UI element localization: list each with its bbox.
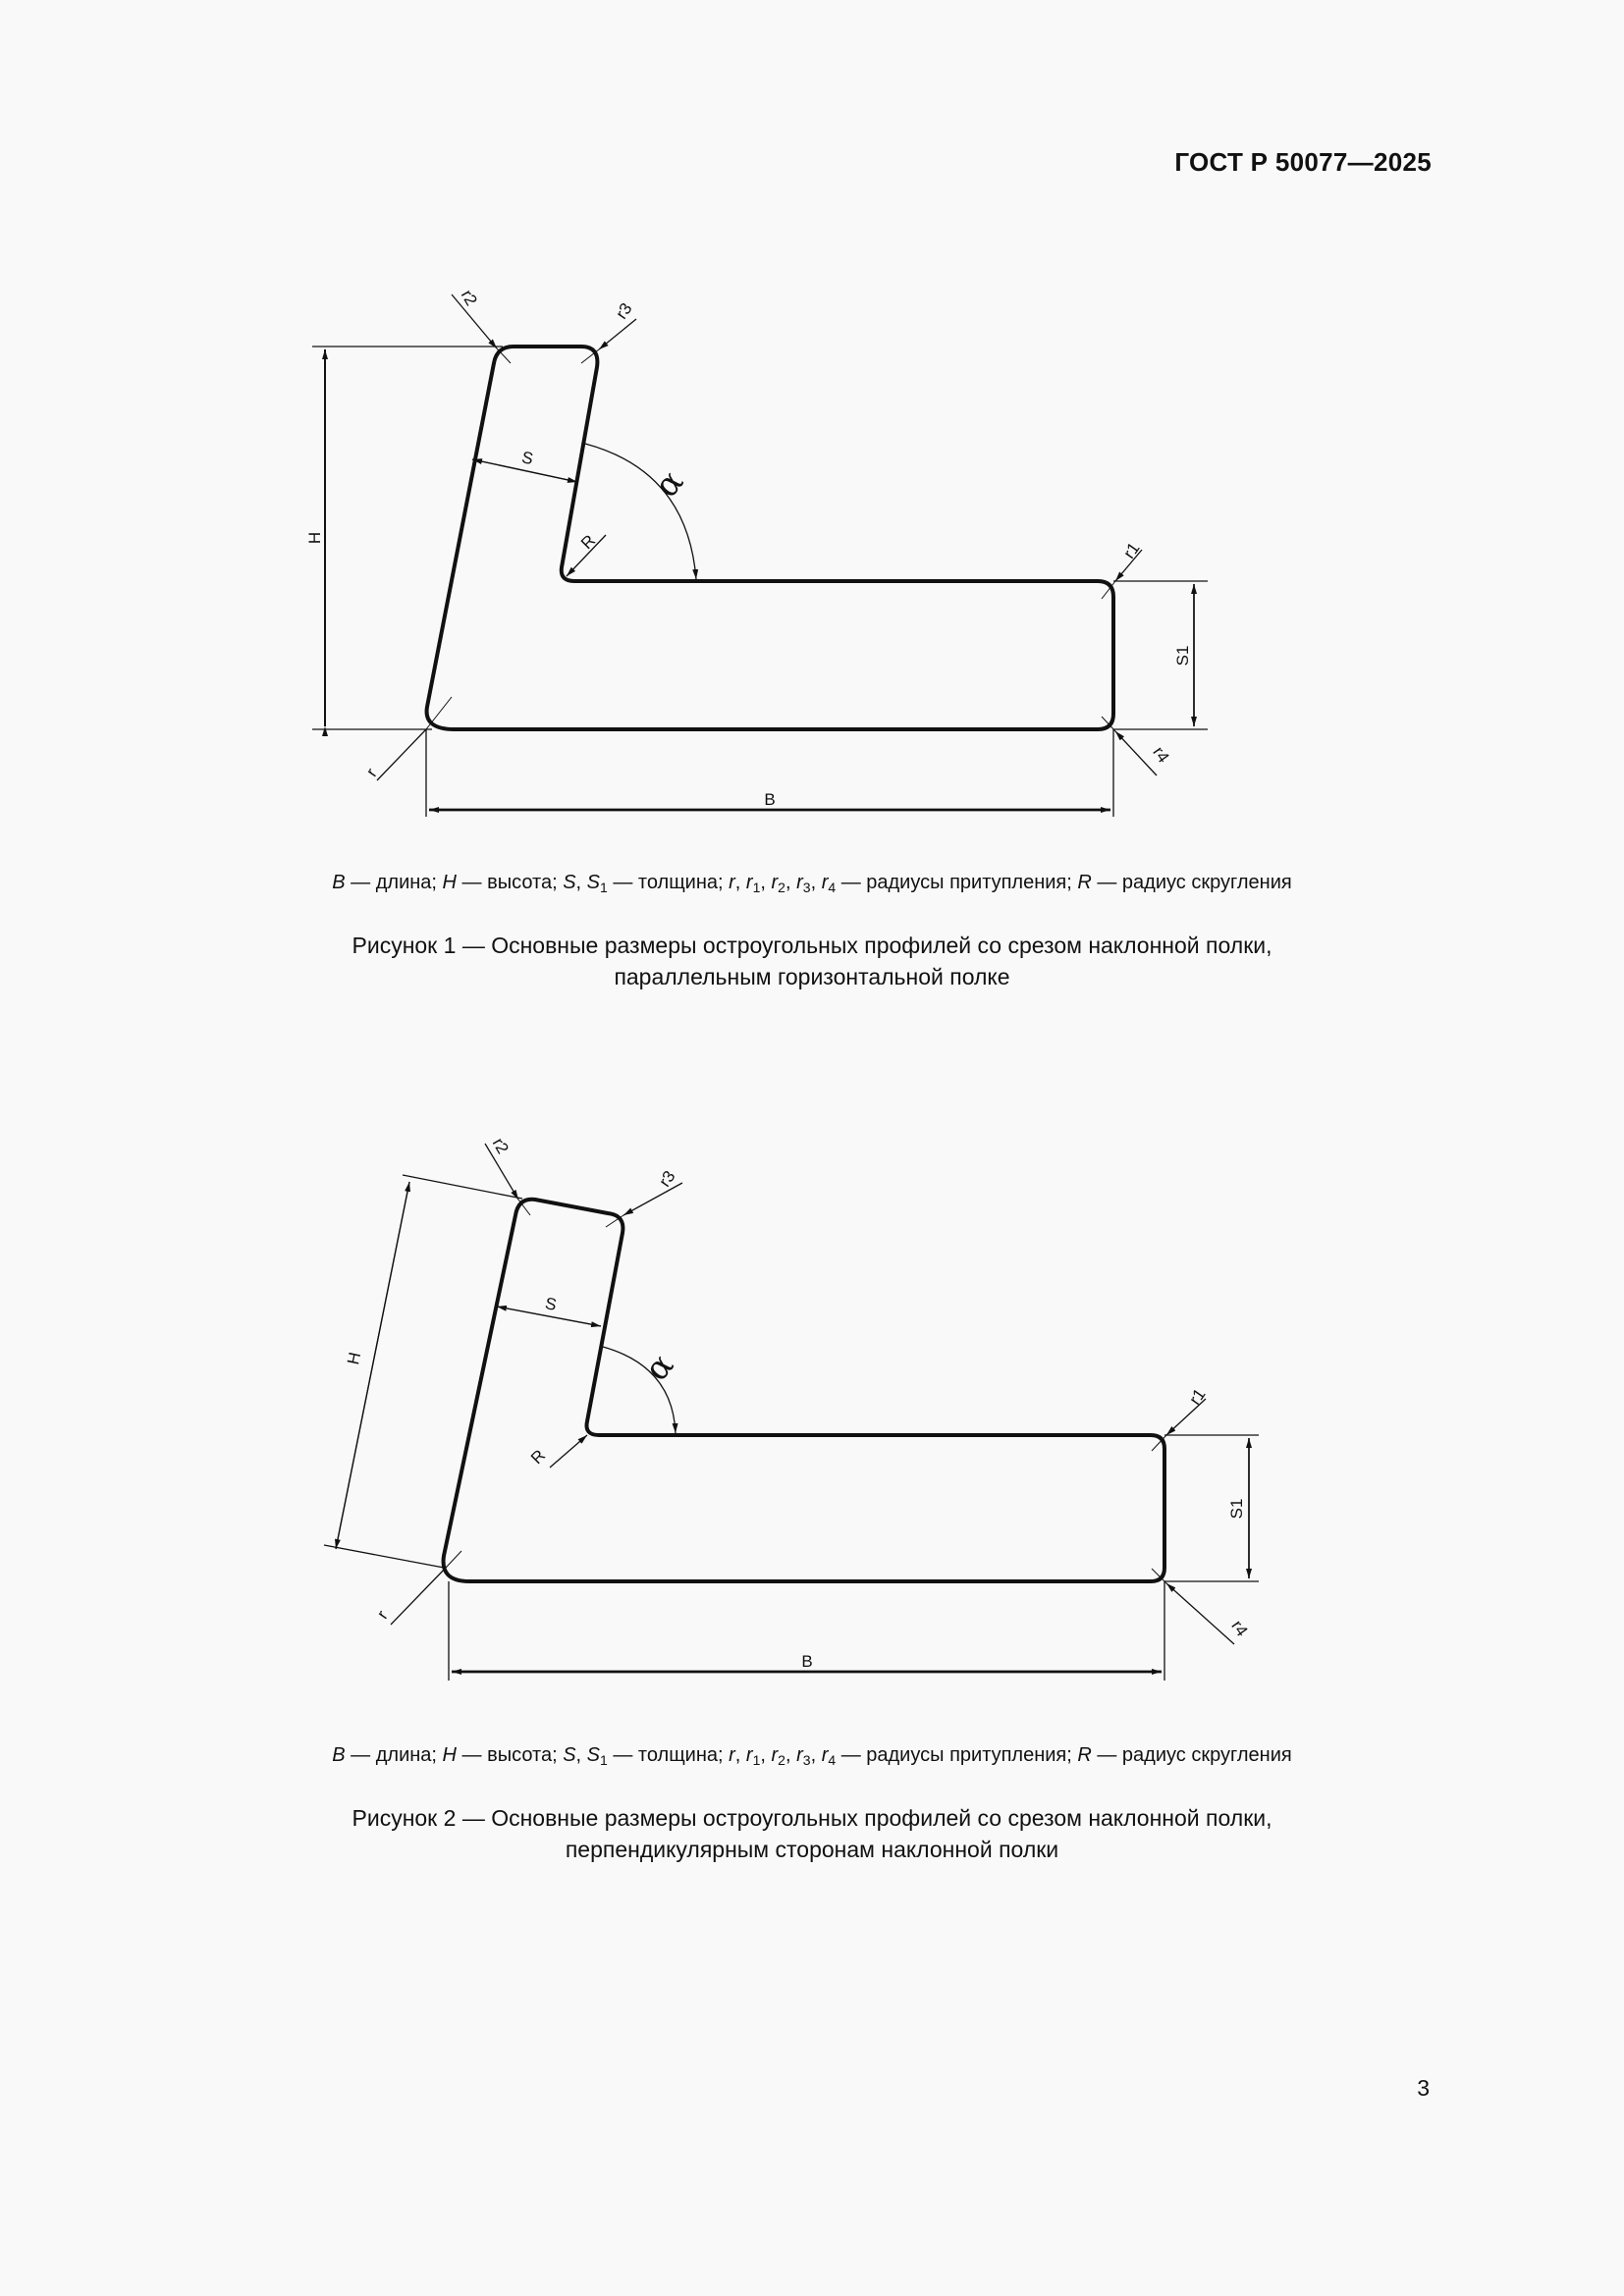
legend-sym-R: R (1077, 1744, 1092, 1766)
dim-label-R: R (577, 531, 600, 554)
legend-text: — радиусы притупления; (836, 1744, 1078, 1766)
subscript: 4 (828, 880, 837, 895)
subscript: 3 (802, 1752, 811, 1768)
subscript: 1 (600, 1752, 608, 1768)
legend-text: — радиус скругления (1091, 1744, 1292, 1766)
legend-sym-B: B (332, 872, 346, 893)
figure-2-legend: B — длина; H — высота; S, $S_1$ — толщина; r, $r_1$, $r_2$, $r_3$, $r_4$ — радиусы притупления; R — радиус скругления (332, 1744, 1292, 1768)
dim-label-r3-2: r3 (655, 1167, 679, 1191)
legend-sym-S1: S (586, 872, 600, 893)
dim-label-S: S (519, 448, 535, 469)
dim-label-S1: S1 (1173, 645, 1192, 667)
dim-label-r4-2: r4 (1227, 1617, 1252, 1640)
dim-label-r4: r4 (1149, 743, 1173, 767)
figure-2-caption (0, 1802, 1624, 1865)
dim-label-r2-2: r2 (488, 1134, 513, 1157)
dim-label-r1-2: r1 (1185, 1385, 1210, 1409)
subscript: 1 (752, 1752, 761, 1768)
legend-sym-r2: r (771, 872, 779, 893)
subscript: 2 (778, 1752, 785, 1768)
legend-sym-r2: r (771, 1744, 779, 1766)
dim-label-S-2: S (543, 1294, 559, 1315)
legend-sym-r4: r (821, 1744, 829, 1766)
document-id-header: ГОСТ Р 50077—2025 (1174, 147, 1432, 177)
legend-text: — высота; (456, 1744, 564, 1766)
figure-1-profile (312, 294, 1208, 817)
subscript: 3 (802, 880, 811, 895)
legend-sym-B: B (332, 1744, 346, 1766)
legend-sym-r: r (729, 1744, 735, 1766)
figure-2-profile (324, 1144, 1259, 1681)
subscript: 1 (600, 880, 608, 895)
subscript: 4 (828, 1752, 837, 1768)
legend-sym-r3: r (796, 872, 803, 893)
dim-label-S1-2: S1 (1227, 1498, 1246, 1520)
legend-text: — радиус скругления (1091, 872, 1292, 893)
legend-sym-S: S (563, 872, 576, 893)
subscript: 2 (778, 880, 785, 895)
dim-label-r2: r2 (457, 286, 481, 309)
legend-sym-S1: S (586, 1744, 600, 1766)
angle-label-alpha: α (646, 462, 692, 506)
legend-sym-r3: r (796, 1744, 803, 1766)
caption-line-2: перпендикулярным сторонам наклонной полки (565, 1837, 1059, 1862)
legend-text: — толщина; (607, 1744, 730, 1766)
dim-label-R-2: R (527, 1446, 550, 1468)
page-number: 3 (1417, 2075, 1430, 2101)
angle-label-alpha-2: α (636, 1346, 682, 1389)
legend-text: — длина; (345, 872, 443, 893)
legend-sym-r: r (729, 872, 735, 893)
dim-label-B: B (764, 790, 776, 809)
dim-label-B-2: B (801, 1652, 813, 1671)
legend-sym-H: H (442, 1744, 457, 1766)
caption-line-2: параллельным горизонтальной полке (614, 964, 1010, 989)
figure-1-caption (0, 930, 1624, 992)
legend-text: — радиусы притупления; (836, 872, 1078, 893)
dim-label-r3: r3 (612, 299, 636, 323)
legend-sym-H: H (442, 872, 457, 893)
caption-line-1: Рисунок 1 — Основные размеры остроугольных профилей со срезом наклонной полки, (352, 933, 1272, 958)
legend-text: — высота; (456, 872, 564, 893)
legend-sym-S: S (563, 1744, 576, 1766)
dim-label-r1: r1 (1119, 539, 1144, 562)
dim-label-H-2: H (344, 1350, 365, 1366)
legend-text: — длина; (345, 1744, 443, 1766)
figure-1-legend: B — длина; H — высота; S, $S_1$ — толщина; r, $r_1$, $r_2$, $r_3$, $r_4$ — радиусы притупления; R — радиус скругления (332, 872, 1292, 895)
subscript: 1 (752, 880, 761, 895)
dim-label-r-2: r (373, 1607, 392, 1623)
legend-sym-r4: r (821, 872, 829, 893)
legend-sym-r1: r (745, 872, 753, 893)
legend-text: — толщина; (607, 872, 730, 893)
legend-sym-R: R (1077, 872, 1092, 893)
legend-sym-r1: r (745, 1744, 753, 1766)
caption-line-1: Рисунок 2 — Основные размеры остроугольных профилей со срезом наклонной полки, (352, 1805, 1272, 1831)
dim-label-H: H (305, 531, 324, 545)
dim-label-r: r (362, 765, 381, 780)
